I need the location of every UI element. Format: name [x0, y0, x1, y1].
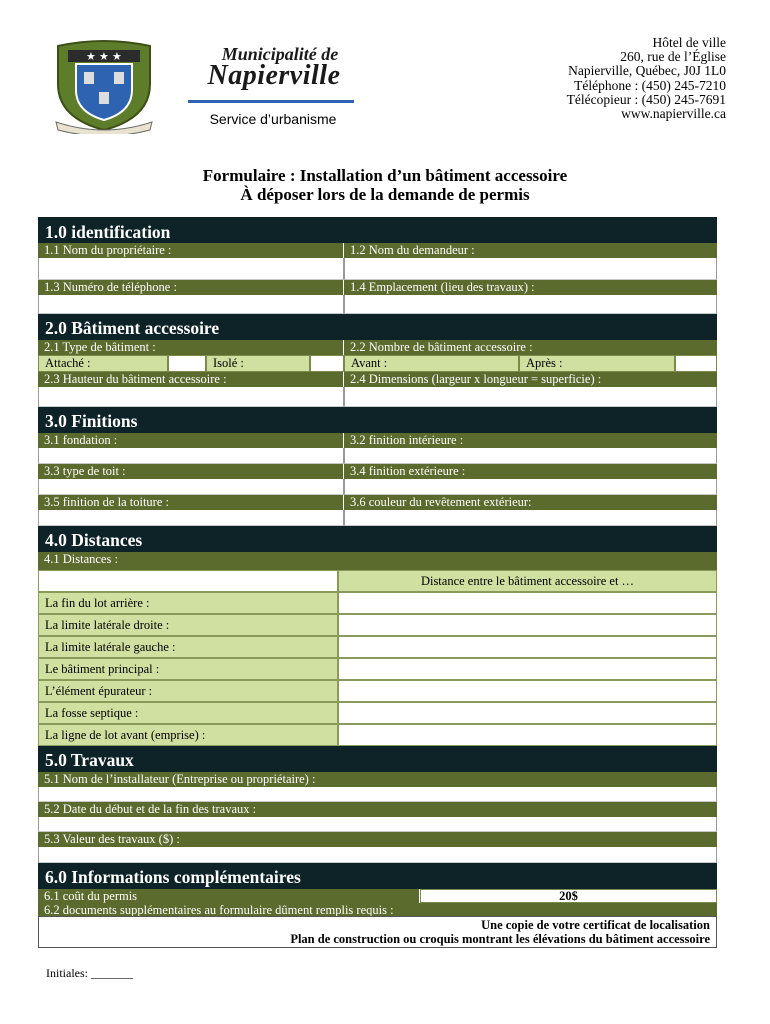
- distance-row-label: La fin du lot arrière :: [38, 592, 338, 614]
- exterior-finish-field[interactable]: [344, 479, 717, 495]
- label-distances: 4.1 Distances :: [38, 552, 717, 570]
- label-phone: 1.3 Numéro de téléphone :: [38, 280, 344, 295]
- work-location-field[interactable]: [344, 295, 717, 314]
- address-line: Napierville, Québec, J0J 1L0: [568, 63, 726, 79]
- label-attached: Attaché :: [38, 355, 168, 372]
- section-heading-additional-info: 6.0 Informations complémentaires: [38, 863, 717, 889]
- interior-finish-field[interactable]: [344, 448, 717, 464]
- distance-row-label: Le bâtiment principal :: [38, 658, 338, 680]
- svg-text:★: ★: [86, 50, 96, 63]
- work-dates-field[interactable]: [38, 817, 717, 832]
- section-heading-accessory-building: 2.0 Bâtiment accessoire: [38, 314, 717, 340]
- label-building-count: 2.2 Nombre de bâtiment accessoire :: [344, 340, 717, 355]
- label-permit-cost: 6.1 coût du permis: [38, 889, 420, 903]
- header-divider: [188, 100, 354, 103]
- label-roof-finish: 3.5 finition de la toiture :: [38, 495, 344, 510]
- label-installer-name: 5.1 Nom de l’installateur (Entreprise ou propriétaire) :: [38, 772, 717, 787]
- owner-name-field[interactable]: [38, 258, 344, 280]
- distance-main-building-field[interactable]: [338, 658, 717, 680]
- distance-right-side-field[interactable]: [338, 614, 717, 636]
- address-line: Hôtel de ville: [652, 35, 726, 50]
- phone-field[interactable]: [38, 295, 344, 314]
- foundation-field[interactable]: [38, 448, 344, 464]
- required-document-item: Une copie de votre certificat de localisation: [481, 918, 710, 932]
- dimensions-field[interactable]: [344, 387, 717, 407]
- label-applicant-name: 1.2 Nom du demandeur :: [344, 243, 717, 258]
- address-block: [567, 36, 726, 121]
- after-count-field[interactable]: [675, 355, 717, 372]
- label-building-type: 2.1 Type de bâtiment :: [38, 340, 344, 355]
- distance-row-label: La limite latérale droite :: [38, 614, 338, 636]
- section-heading-finishes: 3.0 Finitions: [38, 407, 717, 433]
- distance-column-header: Distance entre le bâtiment accessoire et …: [338, 570, 717, 592]
- label-owner-name: 1.1 Nom du propriétaire :: [38, 243, 344, 258]
- distance-row-label: La limite latérale gauche :: [38, 636, 338, 658]
- distance-row-label: La ligne de lot avant (emprise) :: [38, 724, 338, 746]
- svg-text:★: ★: [112, 50, 122, 63]
- municipality-name-line1: Municipalité de: [221, 44, 339, 64]
- service-name: Service d’urbanisme: [209, 111, 337, 127]
- installer-name-field[interactable]: [38, 787, 717, 802]
- address-line: 260, rue de l’Église: [620, 49, 726, 65]
- distance-septic-tank-field[interactable]: [338, 702, 717, 724]
- distance-row-label: La fosse septique :: [38, 702, 338, 724]
- label-building-height: 2.3 Hauteur du bâtiment accessoire :: [38, 372, 344, 387]
- label-roof-type: 3.3 type de toit :: [38, 464, 344, 479]
- distance-rear-lot-field[interactable]: [338, 592, 717, 614]
- form-subtitle: À déposer lors de la demande de permis: [240, 185, 530, 204]
- permit-cost-value: 20$: [420, 889, 717, 903]
- label-foundation: 3.1 fondation :: [38, 433, 344, 448]
- label-detached: Isolé :: [206, 355, 310, 372]
- distance-row-label: L’élément épurateur :: [38, 680, 338, 702]
- applicant-name-field[interactable]: [344, 258, 717, 280]
- label-interior-finish: 3.2 finition intérieure :: [344, 433, 717, 448]
- work-value-field[interactable]: [38, 847, 717, 863]
- label-required-documents: 6.2 documents supplémentaires au formulaire dûment remplis requis :: [38, 903, 717, 916]
- address-line: Télécopieur : (450) 245-7691: [566, 91, 726, 107]
- label-dimensions: 2.4 Dimensions (largeur x longueur = superficie) :: [344, 372, 717, 387]
- label-cladding-color: 3.6 couleur du revêtement extérieur:: [344, 495, 717, 510]
- svg-text:★: ★: [99, 50, 109, 63]
- label-exterior-finish: 3.4 finition extérieure :: [344, 464, 717, 479]
- required-documents-list: [38, 916, 717, 948]
- address-line: Téléphone : (450) 245-7210: [574, 77, 726, 93]
- municipal-coat-of-arms-logo: [46, 38, 162, 134]
- section-heading-distances: 4.0 Distances: [38, 526, 717, 552]
- website-link[interactable]: www.napierville.ca: [621, 106, 726, 122]
- section-heading-works: 5.0 Travaux: [38, 746, 717, 772]
- roof-type-field[interactable]: [38, 479, 344, 495]
- initials-field[interactable]: Initiales: _______: [46, 966, 133, 980]
- roof-finish-field[interactable]: [38, 510, 344, 526]
- label-work-dates: 5.2 Date du début et de la fin des travaux :: [38, 802, 717, 817]
- section-heading-identification: 1.0 identification: [38, 217, 717, 243]
- cladding-color-field[interactable]: [344, 510, 717, 526]
- attached-checkbox[interactable]: [168, 355, 206, 372]
- label-work-location: 1.4 Emplacement (lieu des travaux) :: [344, 280, 717, 295]
- detached-checkbox[interactable]: [310, 355, 344, 372]
- distance-left-side-field[interactable]: [338, 636, 717, 658]
- required-document-item: Plan de construction ou croquis montrant les élévations du bâtiment accessoire: [290, 932, 710, 946]
- municipality-name-line2: Napierville: [207, 60, 341, 91]
- label-before: Avant :: [344, 355, 519, 372]
- label-after: Après :: [519, 355, 675, 372]
- permit-form: [38, 217, 717, 948]
- distance-front-lot-field[interactable]: [338, 724, 717, 746]
- form-title: Formulaire : Installation d’un bâtiment accessoire: [202, 166, 568, 185]
- label-work-value: 5.3 Valeur des travaux ($) :: [38, 832, 717, 847]
- distance-purifier-field[interactable]: [338, 680, 717, 702]
- building-height-field[interactable]: [38, 387, 344, 407]
